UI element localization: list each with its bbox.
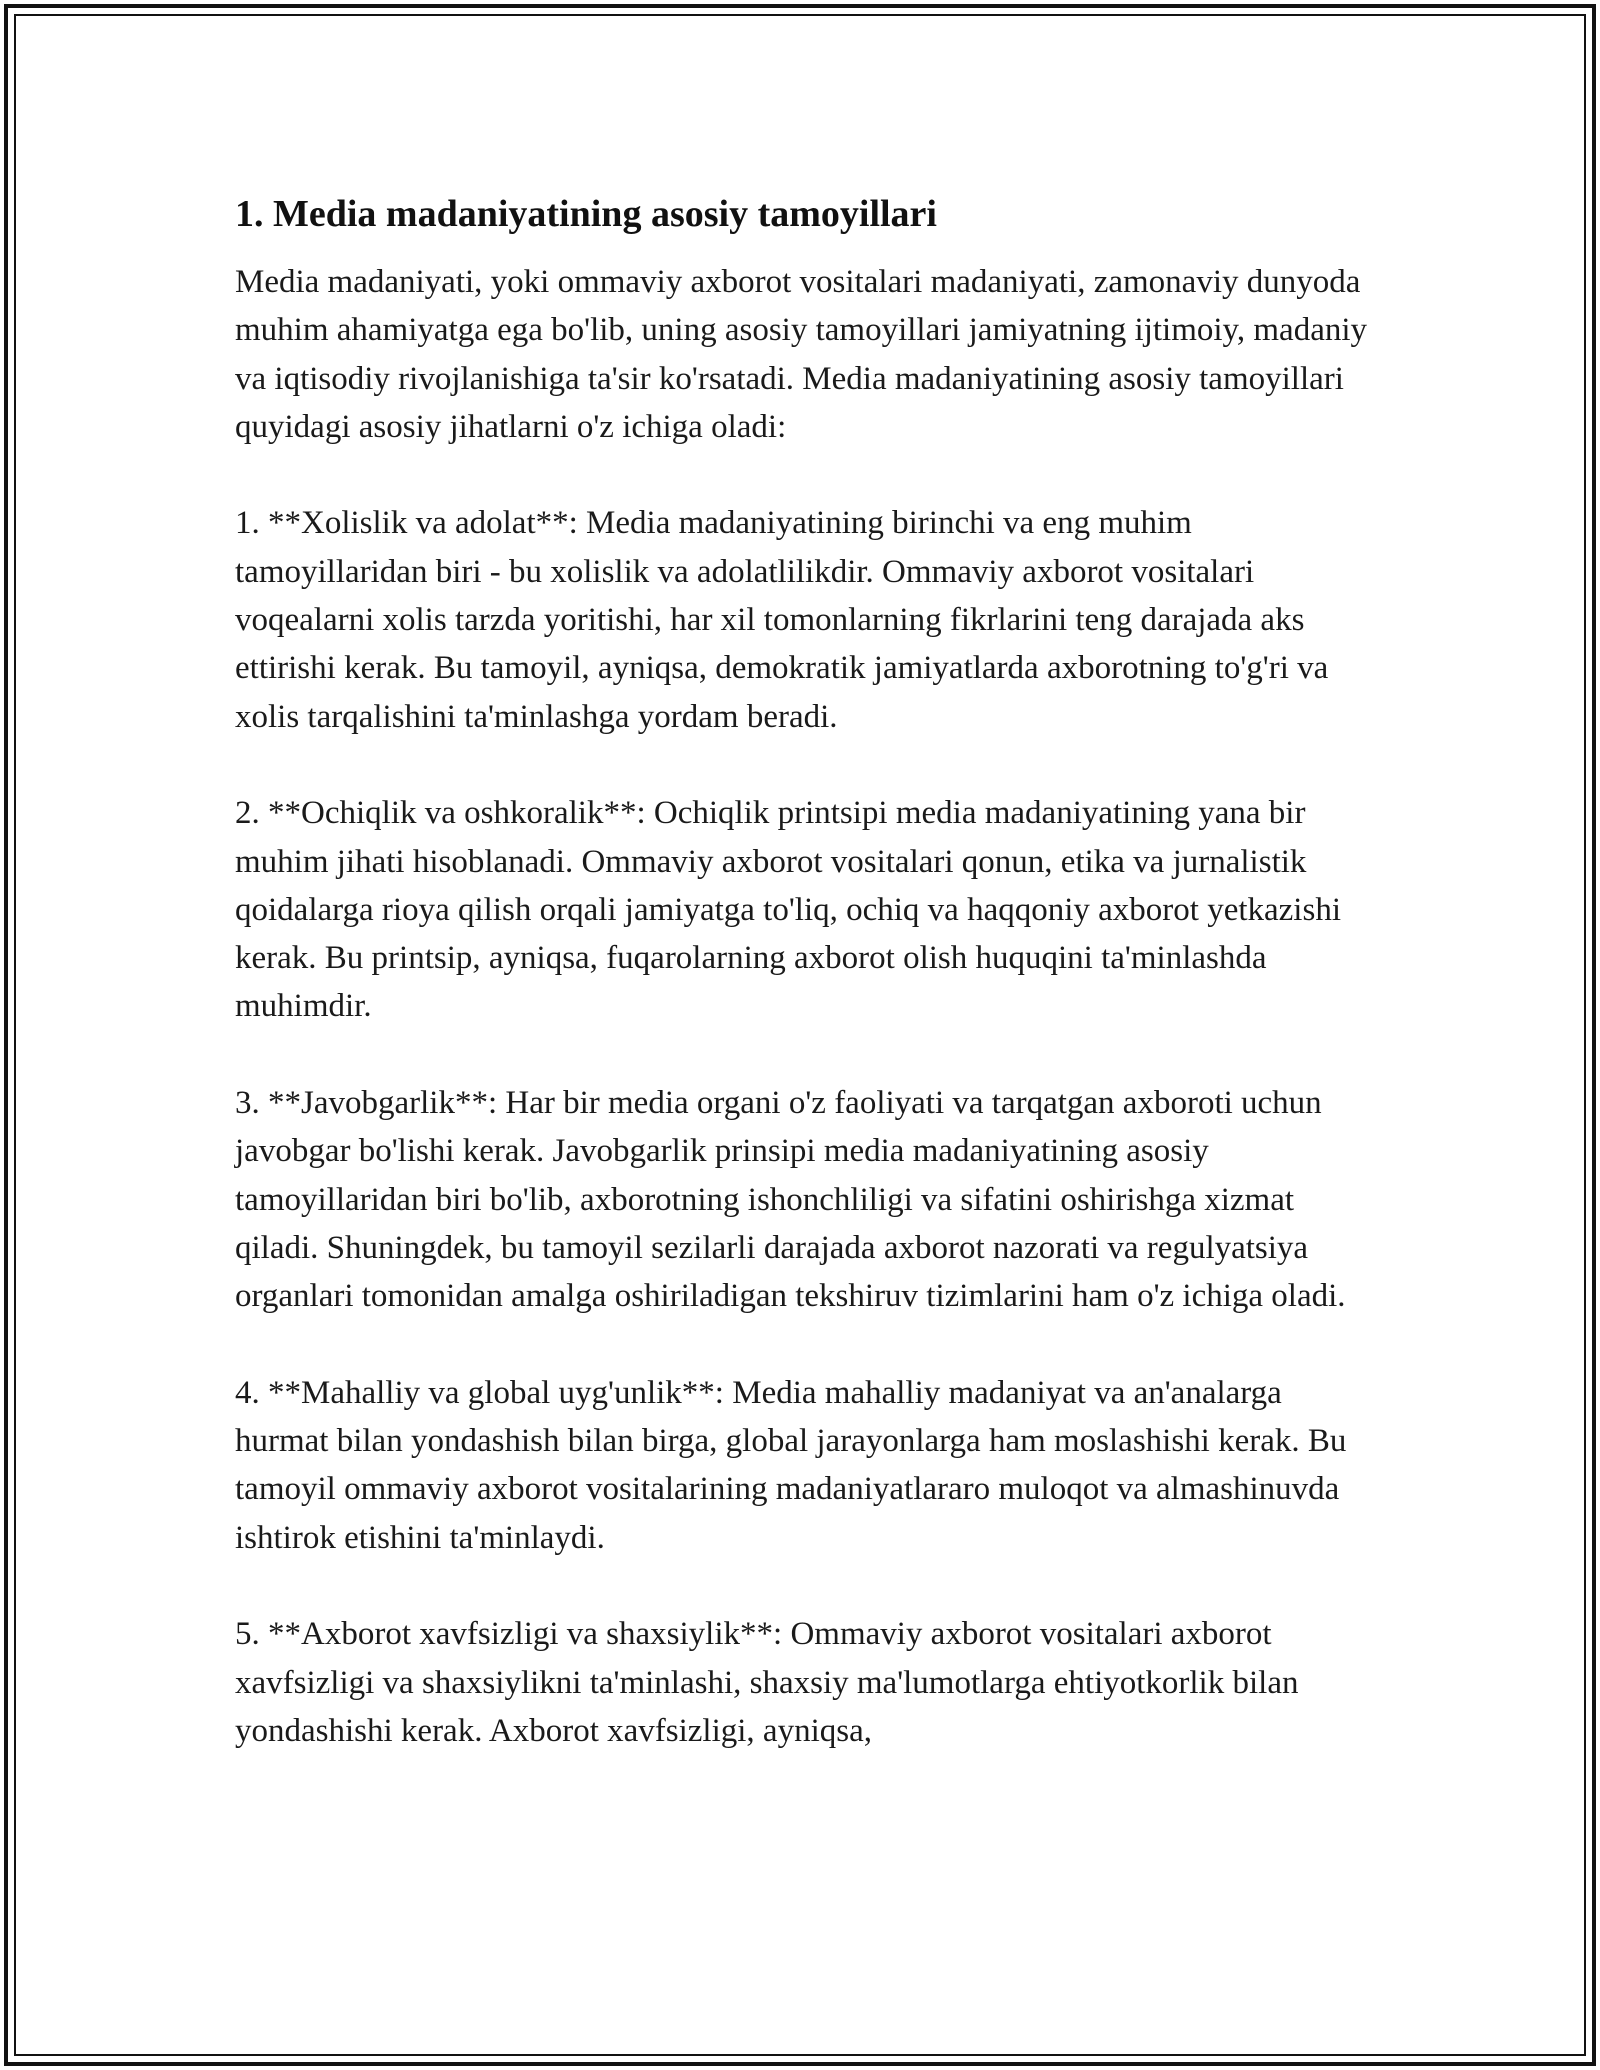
principle-paragraph-4: 4. **Mahalliy va global uyg'unlik**: Media mahalliy madaniyat va an'analarga hurmat bilan yondashish bilan birga, global jarayonlarga ham moslashishi kerak. Bu tamoyil ommaviy axborot vositalarining madaniyatlararo muloqot va almashinuvda ishtirok etishini ta'minlaydi. <box>235 1374 1347 1556</box>
section-heading: 1. Media madaniyatining asosiy tamoyillari <box>235 193 937 235</box>
principle-paragraph-5: 5. **Axborot xavfsizligi va shaxsiylik**: Ommaviy axborot vositalari axborot xavfsizligi va shaxsiylikni ta'minlashi, shaxsiy ma'lumotlarga ehtiyotkorlik bilan yondashishi kerak. Axborot xavfsizligi, ayniqsa, <box>235 1616 1299 1749</box>
principle-paragraph-1: 1. **Xolislik va adolat**: Media madaniyatining birinchi va eng muhim tamoyillaridan biri - bu xolislik va adolatlilikdir. Ommaviy axborot vositalari voqealarni xolis tarzda yoritishi, har xil tomonlarning fikrlarini teng darajada aks ettirishi kerak. Bu tamoyil, ayniqsa, demokratik jamiyatlarda axborotning to'g'ri va xolis tarqalishini ta'minlashga yordam beradi. <box>235 505 1329 735</box>
principle-paragraph-2: 2. **Ochiqlik va oshkoralik**: Ochiqlik printsipi media madaniyatining yana bir muhim jihati hisoblanadi. Ommaviy axborot vositalari qonun, etika va jurnalistik qoidalarga rioya qilish orqali jamiyatga to'liq, ochiq va haqqoniy axborot yetkazishi kerak. Bu printsip, ayniqsa, fuqarolarning axborot olish huquqini ta'minlashda muhimdir. <box>235 795 1341 1025</box>
intro-paragraph: Media madaniyati, yoki ommaviy axborot vositalari madaniyati, zamonaviy dunyoda muhim ahamiyatga ega bo'lib, uning asosiy tamoyillari jamiyatning ijtimoiy, madaniy va iqtisodiy rivojlanishiga ta'sir ko'rsatadi. Media madaniyatining asosiy tamoyillari quyidagi asosiy jihatlarni o'z ichiga oladi: <box>235 264 1368 445</box>
document-body <box>235 186 1375 1804</box>
principle-paragraph-3: 3. **Javobgarlik**: Har bir media organi o'z faoliyati va tarqatgan axboroti uchun javobgar bo'lishi kerak. Javobgarlik prinsipi media madaniyatining asosiy tamoyillaridan biri bo'lib, axborotning ishonchliligi va sifatini oshirishga xizmat qiladi. Shuningdek, bu tamoyil sezilarli darajada axborot nazorati va regulyatsiya organlari tomonidan amalga oshiriladigan tekshiruv tizimlarini ham o'z ichiga oladi. <box>235 1085 1346 1315</box>
